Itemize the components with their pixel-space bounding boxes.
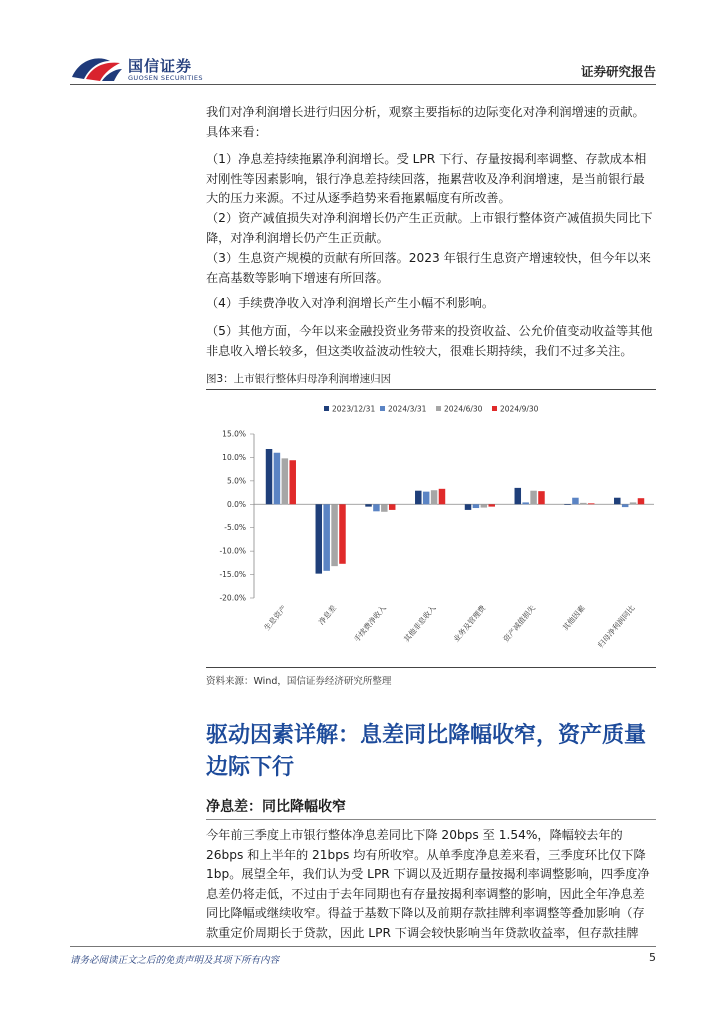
guosen-logo [70, 53, 210, 83]
bar-7-1 [622, 504, 629, 507]
bar-6-3 [588, 503, 595, 504]
bar-7-0 [614, 498, 621, 505]
bar-6-0 [564, 504, 571, 505]
x-category-label: 手续费净收入 [352, 603, 388, 644]
legend-label-1: 2024/3/31 [388, 404, 427, 414]
figure-bottom-rule [206, 667, 656, 668]
y-tick-label: -15.0% [219, 570, 246, 580]
y-tick-label: 5.0% [226, 476, 246, 486]
bar-4-3 [488, 504, 495, 506]
x-category-label: 归母净利润同比 [596, 603, 637, 650]
bar-1-1 [323, 504, 330, 571]
bar-6-1 [572, 498, 579, 505]
bar-5-3 [538, 491, 545, 504]
x-category-label: 业务及管理费 [451, 603, 488, 644]
bar-3-0 [415, 491, 422, 505]
point-2-paragraph: （2）资产减值损失对净利润增长仍产生正贡献。上市银行整体资产减值损失同比下降，对净利润增长仍产生正贡献。 [206, 211, 653, 245]
bar-5-0 [515, 488, 522, 504]
bar-5-2 [530, 491, 537, 505]
legend-swatch-0 [324, 406, 329, 411]
bar-0-3 [289, 460, 296, 504]
bar-3-3 [439, 489, 446, 504]
header-divider [70, 84, 656, 85]
y-tick-label: -5.0% [224, 523, 246, 533]
legend-label-0: 2023/12/31 [332, 404, 376, 414]
bar-2-2 [381, 504, 388, 511]
bar-0-1 [274, 453, 281, 505]
report-type-label: 证券研究报告 [580, 64, 656, 79]
bar-2-0 [365, 504, 372, 506]
point-1-paragraph: （1）净息差持续拖累净利润增长。受 LPR 下行、存量按揭利率调整、存款成本相对刚性等因素影响，银行净息差持续回落，拖累营收及净利润增速，是当前银行最大的压力来源。不过从逐季趋势来看拖累幅度有所改善。 [206, 152, 647, 205]
bar-3-2 [431, 490, 438, 504]
y-tick-label: -10.0% [219, 546, 246, 556]
chart-legend [324, 405, 539, 414]
legend-swatch-2 [436, 406, 441, 411]
intro-paragraph: 我们对净利润增长进行归因分析，观察主要指标的边际变化对净利润增速的贡献。具体来看： [206, 105, 645, 139]
y-tick-label: -20.0% [219, 593, 246, 603]
legend-label-2: 2024/6/30 [444, 404, 483, 414]
legend-label-3: 2024/9/30 [500, 404, 539, 414]
net-interest-margin-paragraph: 今年前三季度上市银行整体净息差同比下降 20bps 至 1.54%，降幅较去年的 26bps 和上半年的 21bps 均有所收窄。从单季度净息差来看，三季度环比仅下降 1bp。展望全年，我们认为受 LPR 下调以及近期存量按揭利率调整影响，四季度净息差仍将走低，不过由于去年同期也有存量按揭利率调整的影响，因此全年净息差同比降幅或继续收窄。得益于基数下降以及前期存款挂牌利率调整等叠加影响（存款重定价周期长于贷款，因此 LPR 下调会较快影响当年贷款收益率，但存款挂牌 [206, 828, 650, 940]
section-heading: 驱动因素详解：息差同比降幅收窄，资产质量边际下行 [206, 723, 647, 780]
page-number: 5 [649, 951, 656, 964]
point-5-paragraph: （5）其他方面，今年以来金融投资业务带来的投资收益、公允价值变动收益等其他非息收入增长较多，但这类收益波动性较大，很难长期持续，我们不过多关注。 [206, 324, 653, 358]
bar-5-1 [522, 502, 529, 504]
bar-7-3 [638, 498, 645, 504]
chart-bars [266, 449, 644, 574]
bar-3-1 [423, 492, 430, 505]
bar-1-2 [331, 504, 338, 566]
bar-1-0 [316, 504, 323, 573]
sub-heading: 净息差：同比降幅收窄 [206, 799, 346, 815]
figure-caption: 图3：上市银行整体归母净利润增速归因 [206, 373, 392, 385]
bar-4-2 [481, 504, 488, 507]
y-tick-label: 15.0% [222, 429, 246, 439]
x-category-label: 净息差 [316, 603, 339, 627]
bar-1-3 [339, 504, 346, 564]
x-category-label: 其他因素 [560, 603, 587, 633]
footer-disclaimer: 请务必阅读正文之后的免责声明及其项下所有内容 [70, 955, 280, 966]
bar-2-1 [373, 504, 380, 511]
point-4-paragraph: （4）手续费净收入对净利润增长产生小幅不利影响。 [206, 296, 495, 310]
figure-top-rule [206, 389, 656, 390]
y-tick-label: 0.0% [226, 499, 246, 509]
sub-heading-rule [206, 819, 656, 820]
legend-swatch-3 [492, 406, 497, 411]
logo-english-name: GUOSEN SECURITIES [128, 74, 203, 82]
bar-4-0 [465, 504, 472, 510]
bar-4-1 [473, 504, 480, 508]
bar-0-0 [266, 449, 273, 504]
bar-0-2 [282, 458, 289, 504]
chart-y-axis [219, 430, 254, 603]
legend-swatch-1 [380, 406, 385, 411]
guosen-logo-icon [70, 53, 124, 83]
x-category-label: 其他非息收入 [401, 603, 438, 644]
bar-7-2 [630, 502, 637, 504]
chart-x-labels [261, 602, 637, 649]
bar-2-3 [389, 504, 396, 510]
bar-6-2 [580, 503, 587, 504]
x-category-label: 资产减值损失 [501, 603, 538, 644]
logo-chinese-name: 国信证券 [128, 57, 193, 75]
figure-source: 资料来源：Wind，国信证券经济研究所整理 [206, 676, 392, 687]
y-tick-label: 10.0% [222, 452, 246, 462]
point-3-paragraph: （3）生息资产规模的贡献有所回落。2023 年银行生息资产增速较快，但今年以来在高基数等影响下增速有所回落。 [206, 251, 651, 285]
footer-divider [70, 946, 656, 947]
attribution-bar-chart [206, 398, 656, 660]
x-category-label: 生息资产 [262, 603, 289, 633]
